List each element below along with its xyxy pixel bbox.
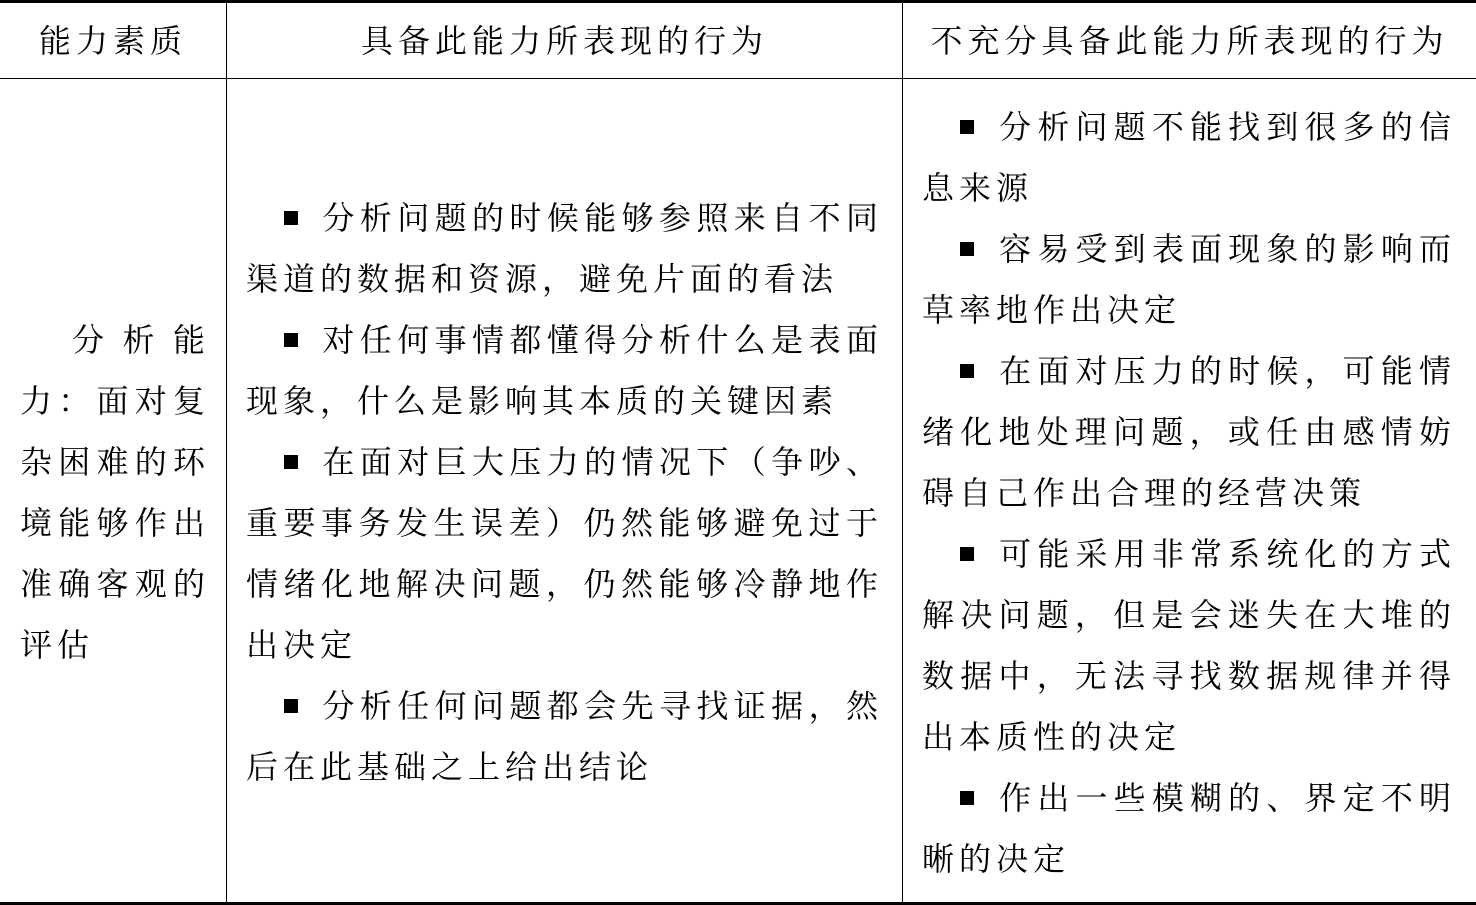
list-item [246, 676, 883, 798]
square-bullet-icon [960, 547, 974, 561]
list-item-text: 在面对巨大压力的情况下（争吵、重要事务发生误差）仍然能够避免过于情绪化地解决问题，仍然能够冷静地作出决定 [246, 443, 883, 664]
sufficient-behaviors-list [246, 188, 883, 798]
list-item-text: 分析问题不能找到很多的信息来源 [922, 108, 1456, 207]
list-item-text: 在面对压力的时候，可能情绪化地处理问题，或任由感情妨碍自己作出合理的经营决策 [922, 352, 1456, 512]
list-item-text: 容易受到表面现象的影响而草率地作出决定 [922, 230, 1456, 329]
header-sufficient-behaviors: 具备此能力所表现的行为 [360, 21, 768, 60]
square-bullet-icon [960, 120, 974, 134]
list-item [922, 768, 1456, 890]
list-item [246, 188, 883, 310]
list-item [922, 524, 1456, 768]
square-bullet-icon [960, 364, 974, 378]
square-bullet-icon [960, 791, 974, 805]
list-item [246, 432, 883, 676]
square-bullet-icon [284, 455, 298, 469]
insufficient-behaviors-list [922, 97, 1456, 890]
square-bullet-icon [284, 211, 298, 225]
list-item-text: 分析任何问题都会先寻找证据，然后在此基础之上给出结论 [246, 687, 883, 786]
header-competency: 能力素质 [38, 21, 187, 60]
square-bullet-icon [284, 333, 298, 347]
list-item [922, 219, 1456, 341]
list-item-text: 可能采用非常系统化的方式解决问题，但是会迷失在大堆的数据中，无法寻找数据规律并得出本质性的决定 [922, 535, 1456, 756]
square-bullet-icon [960, 242, 974, 256]
column-divider [226, 3, 227, 902]
list-item-text: 对任何事情都懂得分析什么是表面现象，什么是影响其本质的关键因素 [246, 321, 883, 420]
list-item [922, 97, 1456, 219]
header-insufficient-behaviors: 不充分具备此能力所表现的行为 [930, 21, 1449, 60]
competency-description: 分析能力：面对复杂困难的环境能够作出准确客观的评估 [20, 321, 210, 664]
list-item [922, 341, 1456, 524]
list-item [246, 310, 883, 432]
list-item-text: 分析问题的时候能够参照来自不同渠道的数据和资源，避免片面的看法 [246, 199, 883, 298]
column-divider [902, 3, 903, 902]
square-bullet-icon [284, 699, 298, 713]
list-item-text: 作出一些模糊的、界定不明晰的决定 [922, 779, 1456, 878]
